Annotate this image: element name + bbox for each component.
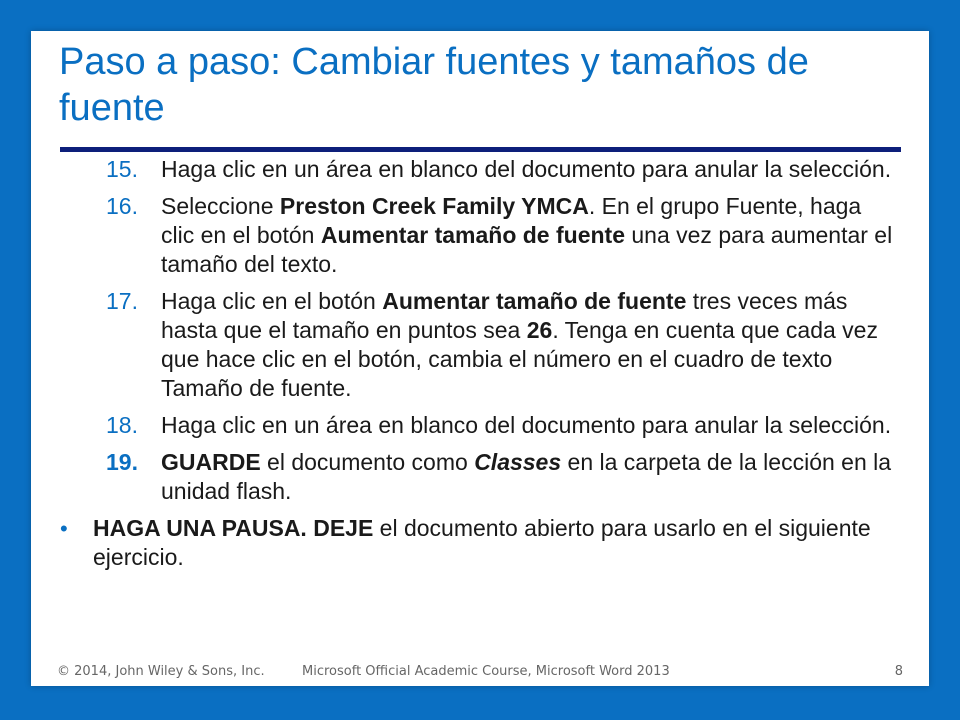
step-text-bold: Aumentar tamaño de fuente — [320, 222, 625, 248]
slide-title: Paso a paso: Cambiar fuentes y tamaños de fuente — [59, 41, 809, 129]
bullet-text-bold: HAGA UNA PAUSA. DEJE — [93, 515, 374, 541]
step-item — [31, 155, 929, 184]
step-number: 18. — [106, 412, 138, 438]
step-text-bold: 26 — [526, 317, 553, 343]
step-text: en la carpeta de la lección en la unidad flash. — [161, 449, 892, 504]
page-number: 8 — [894, 664, 903, 679]
step-text: Haga clic en un área en blanco del documento para anular la selección. — [161, 156, 892, 182]
step-text-bold: Preston Creek Family YMCA — [279, 193, 589, 219]
step-list — [31, 155, 929, 506]
step-text-bold-italic: Classes — [474, 449, 562, 475]
step-text: una vez para aumentar el tamaño del texto. — [161, 222, 893, 277]
step-number: 19. — [106, 449, 138, 475]
step-text: . Tenga en cuenta que cada vez que hace clic en el botón, cambia el número en el cuadro de texto Tamaño de fuente. — [161, 317, 878, 401]
slide — [31, 31, 929, 686]
step-text: el documento como — [260, 449, 475, 475]
bullet-icon: • — [60, 516, 68, 541]
step-item — [31, 448, 929, 506]
step-text: tres veces más hasta que el tamaño en puntos sea — [161, 288, 848, 343]
bullet-text: el documento abierto para usarlo en el siguiente ejercicio. — [93, 515, 871, 570]
step-item — [31, 411, 929, 440]
bullet-item — [31, 514, 929, 572]
step-text: Seleccione — [161, 193, 280, 219]
step-number: 15. — [106, 156, 138, 182]
title-divider — [60, 147, 901, 152]
step-text: . En el grupo Fuente, haga clic en el botón — [161, 193, 862, 248]
footer-course: Microsoft Official Academic Course, Microsoft Word 2013 — [302, 664, 670, 679]
step-text: Haga clic en un área en blanco del documento para anular la selección. — [161, 412, 892, 438]
step-item — [31, 192, 929, 279]
slide-body — [31, 155, 929, 572]
step-item — [31, 287, 929, 403]
footer-copyright: © 2014, John Wiley & Sons, Inc. — [57, 664, 265, 679]
step-text: Haga clic en el botón — [161, 288, 383, 314]
step-text-bold: GUARDE — [161, 449, 261, 475]
step-number: 17. — [106, 288, 138, 314]
step-number: 16. — [106, 193, 138, 219]
step-text-bold: Aumentar tamaño de fuente — [382, 288, 687, 314]
